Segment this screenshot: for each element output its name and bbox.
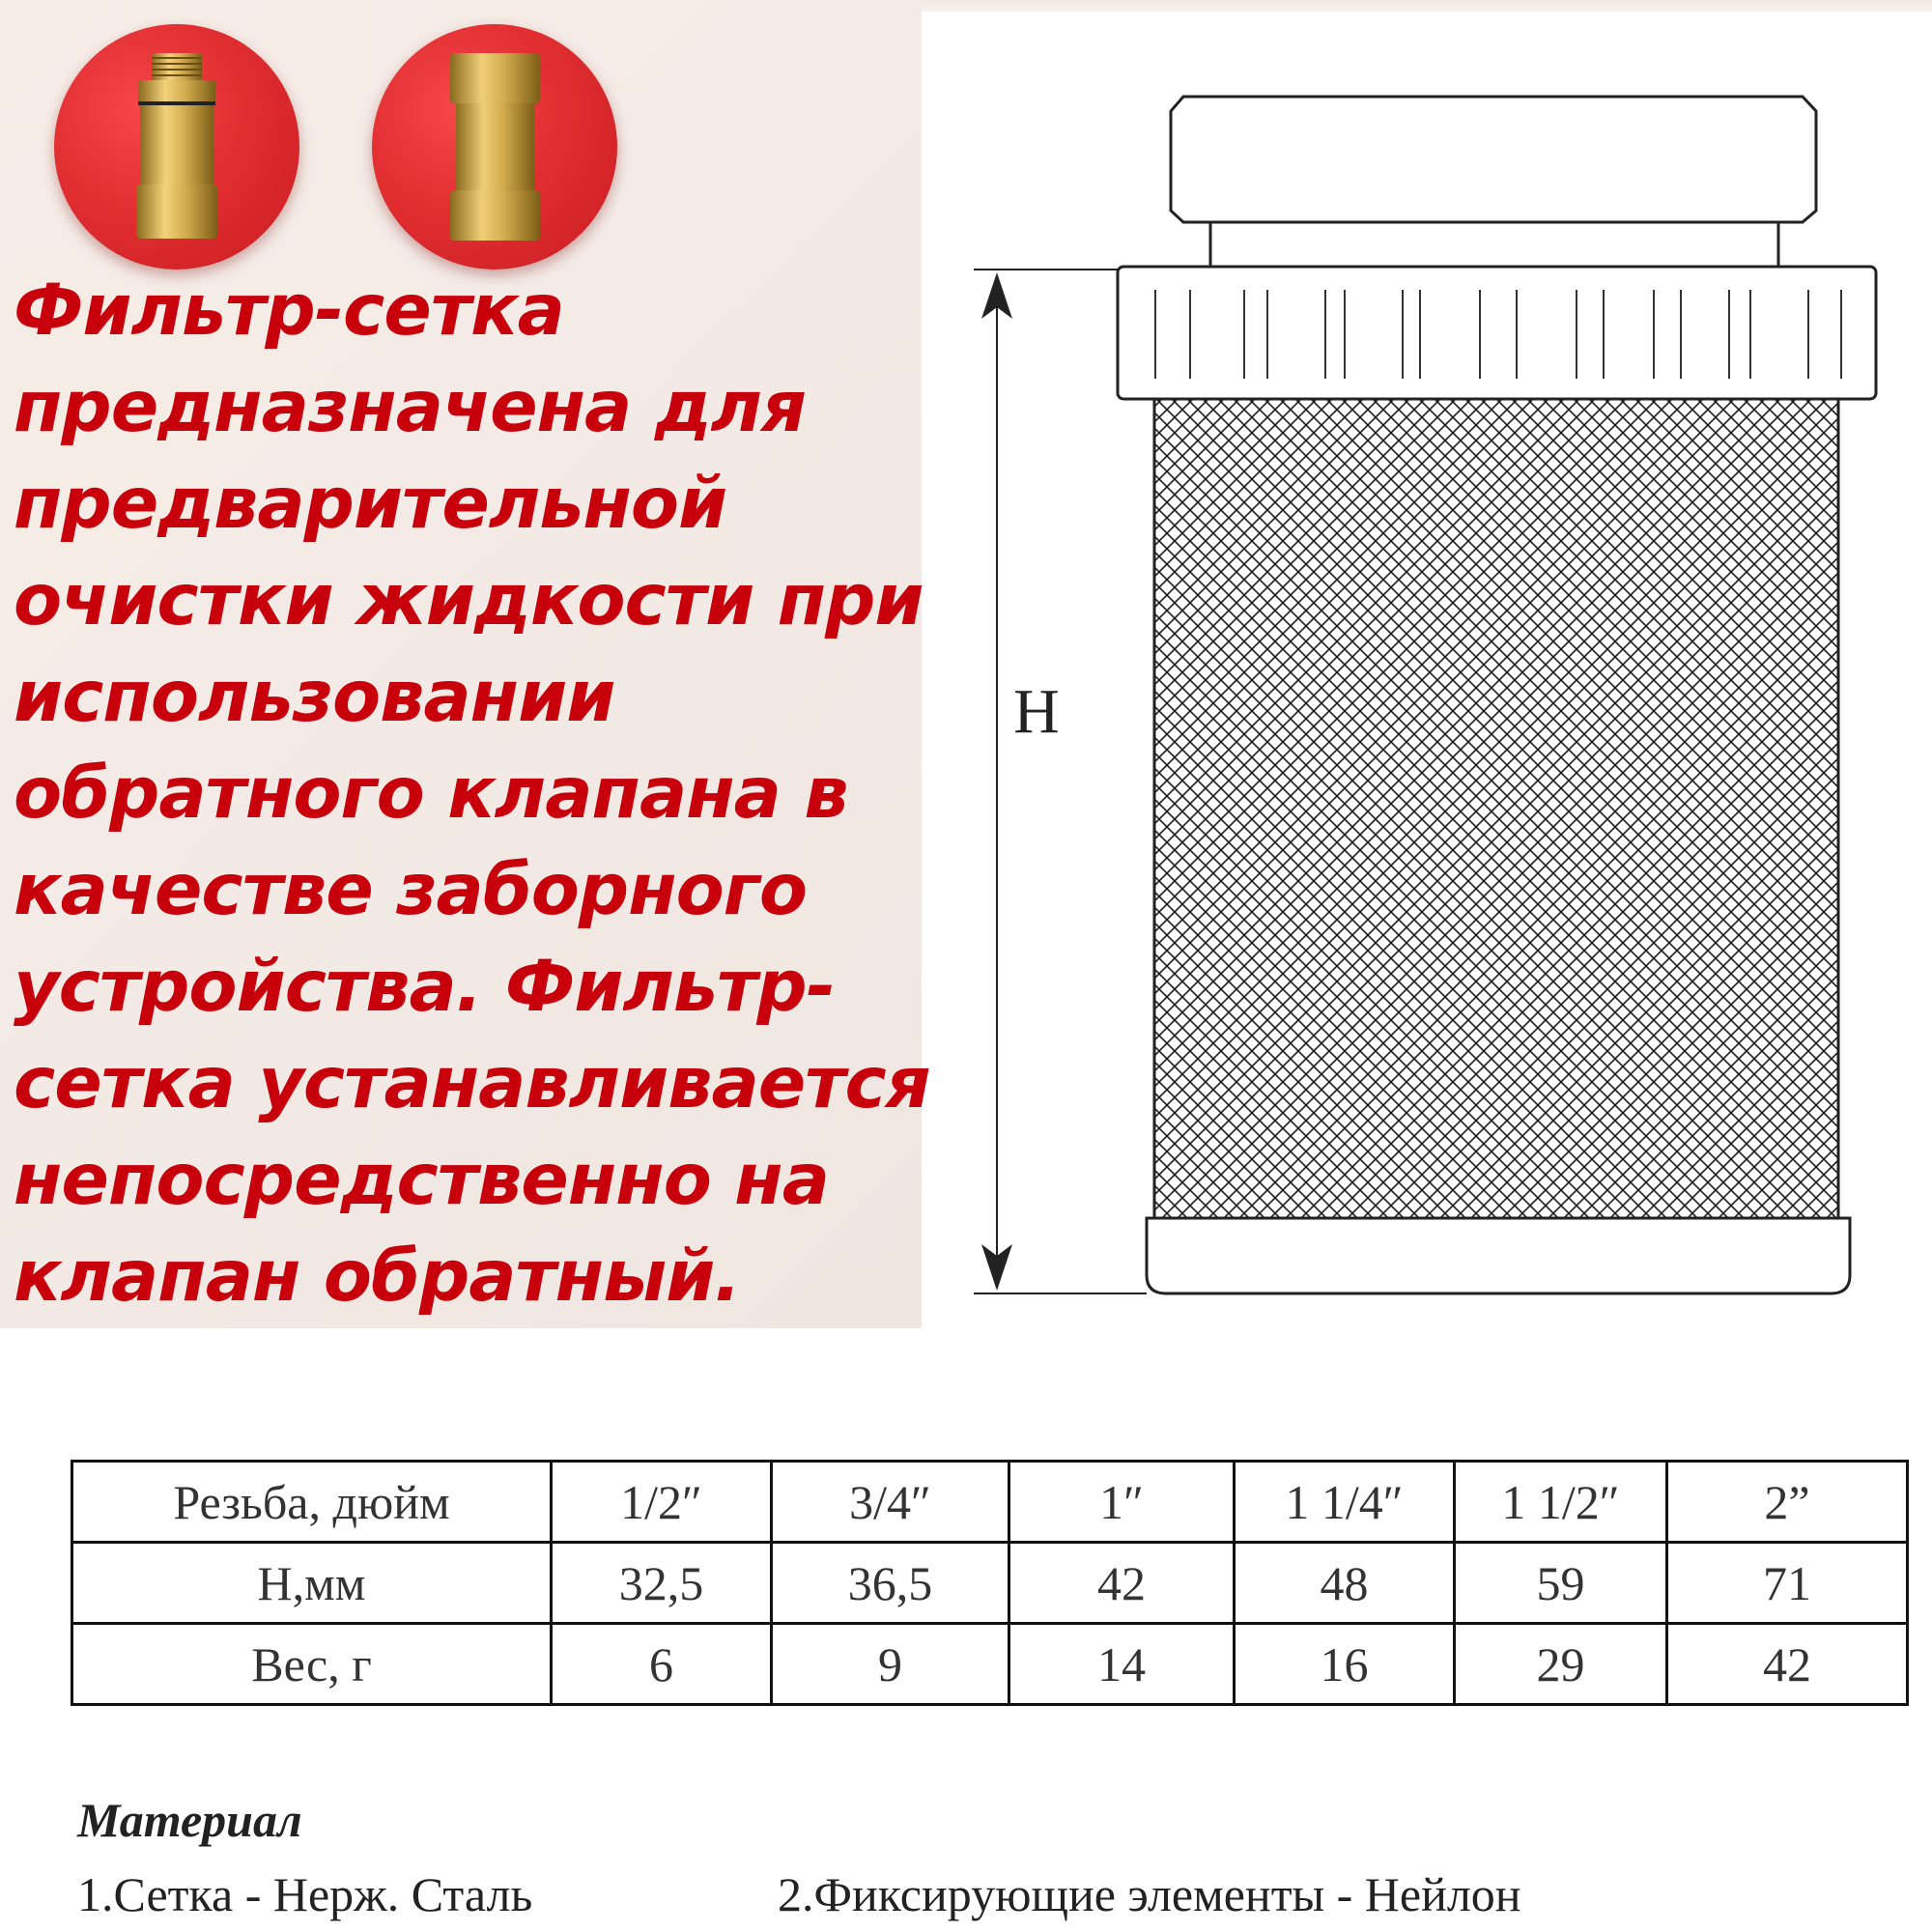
nipple-neck: [1210, 222, 1778, 267]
table-cell: 1 1/2″: [1455, 1462, 1667, 1543]
table-cell: H,мм: [72, 1543, 552, 1624]
table-cell: 32,5: [552, 1543, 772, 1624]
product-photo-male-thread: [54, 24, 299, 270]
table-cell: 1 1/4″: [1235, 1462, 1455, 1543]
table-row: [72, 1543, 1908, 1624]
material-item-mesh: 1.Сетка - Нерж. Сталь: [77, 1867, 533, 1921]
material-title: Материал: [77, 1793, 302, 1847]
table-cell: 29: [1455, 1624, 1667, 1705]
check-valve-female-icon: [444, 53, 546, 241]
table-cell: Вес, г: [72, 1624, 552, 1705]
table-cell: 71: [1667, 1543, 1908, 1624]
table-cell: 16: [1235, 1624, 1455, 1705]
table-cell: 14: [1009, 1624, 1235, 1705]
bottom-cap: [1147, 1218, 1850, 1293]
table-cell: 42: [1009, 1543, 1235, 1624]
table-cell: 3/4″: [772, 1462, 1009, 1543]
table-cell: Резьба, дюйм: [72, 1462, 552, 1543]
top-strip: [922, 0, 1932, 12]
table-cell: 42: [1667, 1624, 1908, 1705]
dimension-h-label: H: [1013, 676, 1060, 747]
product-description: Фильтр-сетка предназначена для предварительной очистки жидкости при использовании обратного клапана в качестве заборного устройства. Фильтр-сетка устанавливается непосредственно на клапан обратный.: [14, 270, 930, 1318]
mesh-body: [1154, 399, 1838, 1218]
table-cell: 2”: [1667, 1462, 1908, 1543]
check-valve-male-icon: [128, 53, 225, 239]
table-cell: 36,5: [772, 1543, 1009, 1624]
table-row: [72, 1624, 1908, 1705]
ribbed-collar: [1118, 267, 1876, 399]
table-cell: 9: [772, 1624, 1009, 1705]
material-item-fixing: 2.Фиксирующие элементы - Нейлон: [778, 1867, 1521, 1921]
strainer-technical-drawing: [922, 12, 1932, 1328]
top-nipple: [1171, 97, 1816, 222]
product-photo-female-thread: [372, 24, 617, 270]
table-cell: 48: [1235, 1543, 1455, 1624]
table-cell: 1″: [1009, 1462, 1235, 1543]
table-cell: 59: [1455, 1543, 1667, 1624]
table-cell: 6: [552, 1624, 772, 1705]
spec-table: [71, 1460, 1909, 1706]
table-header-row: [72, 1462, 1908, 1543]
table-cell: 1/2″: [552, 1462, 772, 1543]
